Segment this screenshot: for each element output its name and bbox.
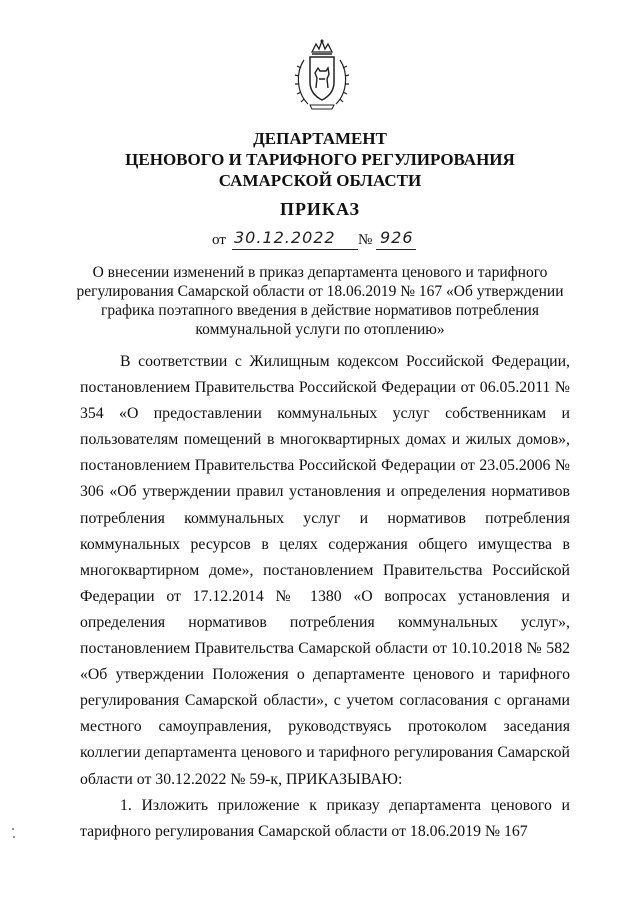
date-underline <box>232 249 358 250</box>
order-date-number-line <box>212 230 452 252</box>
item-1-paragraph: 1. Изложить приложение к приказу департамента ценового и тарифного регулирования Самарской области от 18.06.2019 № 167 <box>80 796 570 840</box>
scan-artifact <box>12 828 14 830</box>
order-title: ПРИКАЗ <box>279 199 361 219</box>
scan-artifact <box>13 836 15 838</box>
order-date: 30.12.2022 <box>234 228 336 247</box>
date-prefix: от <box>212 232 226 248</box>
department-line-3: САМАРСКОЙ ОБЛАСТИ <box>218 171 422 190</box>
department-name <box>0 128 640 191</box>
preamble-paragraph: В соответствии с Жилищным кодексом Российской Федерации, постановлением Правительства Российской Федерации от 06.05.2011 № 354 «О предоставлении коммунальных услуг собственникам и пользователям помещений в многоквартирных домах и жилых домов», постановлением Правительства Российской Федерации от 23.05.2006 № 306 «Об утверждении правил установления и определения нормативов потребления коммунальных услуг и нормативов потребления коммунальных ресурсов в целях содержания общего имущества в многоквартирном доме», постановлением Правительства Российской Федерации от 17.12.2014 № 1380 «О вопросах установления и определения нормативов потребления коммунальных услуг», постановлением Правительства Самарской области от 10.10.2018 № 582 «Об утверждении Положения о департаменте ценового и тарифного регулирования Самарской области», с учетом согласования с органами местного самоуправления, руководствуясь протоколом заседания коллегии департамента ценового и тарифного регулирования Самарской области от 30.12.2022 № 59-к, ПРИКАЗЫВАЮ: <box>80 353 570 788</box>
order-number: 926 <box>380 228 414 247</box>
number-underline <box>376 249 416 250</box>
order-body <box>80 349 570 845</box>
department-line-1: ДЕПАРТАМЕНТ <box>253 129 387 148</box>
number-prefix: № <box>358 232 373 248</box>
coat-of-arms-icon <box>290 38 354 112</box>
department-line-2: ЦЕНОВОГО И ТАРИФНОГО РЕГУЛИРОВАНИЯ <box>125 150 515 169</box>
order-subject: О внесении изменений в приказ департамента ценового и тарифного регулирования Самарской области от 18.06.2019 № 167 «Об утверждении графика поэтапного введения в действие нормативов потребления коммунальной услуги по отоплению» <box>76 264 564 338</box>
